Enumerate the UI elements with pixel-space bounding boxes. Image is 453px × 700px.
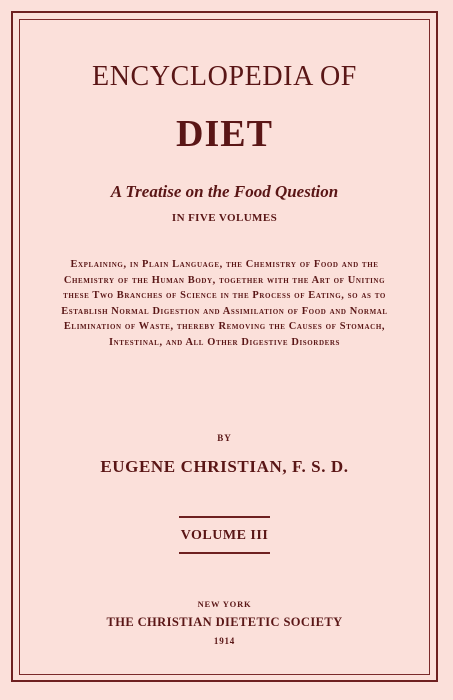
- subtitle: A Treatise on the Food Question: [110, 182, 339, 201]
- volumes-note: IN FIVE VOLUMES: [171, 212, 278, 224]
- volume-rule-bottom: [179, 552, 270, 554]
- title-line-1: ENCYCLOPEDIA OF: [92, 61, 357, 92]
- byline: BY: [217, 433, 232, 443]
- imprint-publisher: THE CHRISTIAN DIETETIC SOCIETY: [106, 615, 343, 629]
- author-name: EUGENE CHRISTIAN, F. S. D.: [100, 457, 349, 476]
- volume-rule-top: [179, 516, 270, 518]
- description-paragraph: Explaining, in Plain Language, the Chemistry of Food and the Chemistry of the Human Body, together with the Art of Uniting these Two Branches of Science in the Process of Eating, so as to Establish Normal Digestion and Assimilation of Food and Normal Elimination of Waste, thereby Removing the Causes of Stomach, Intestinal, and All Other Digestive Disorders: [61, 259, 388, 348]
- imprint-year: 1914: [213, 636, 236, 646]
- volume-number: VOLUME III: [180, 528, 269, 543]
- title-line-2: DIET: [176, 113, 273, 155]
- imprint-city: NEW YORK: [197, 599, 252, 609]
